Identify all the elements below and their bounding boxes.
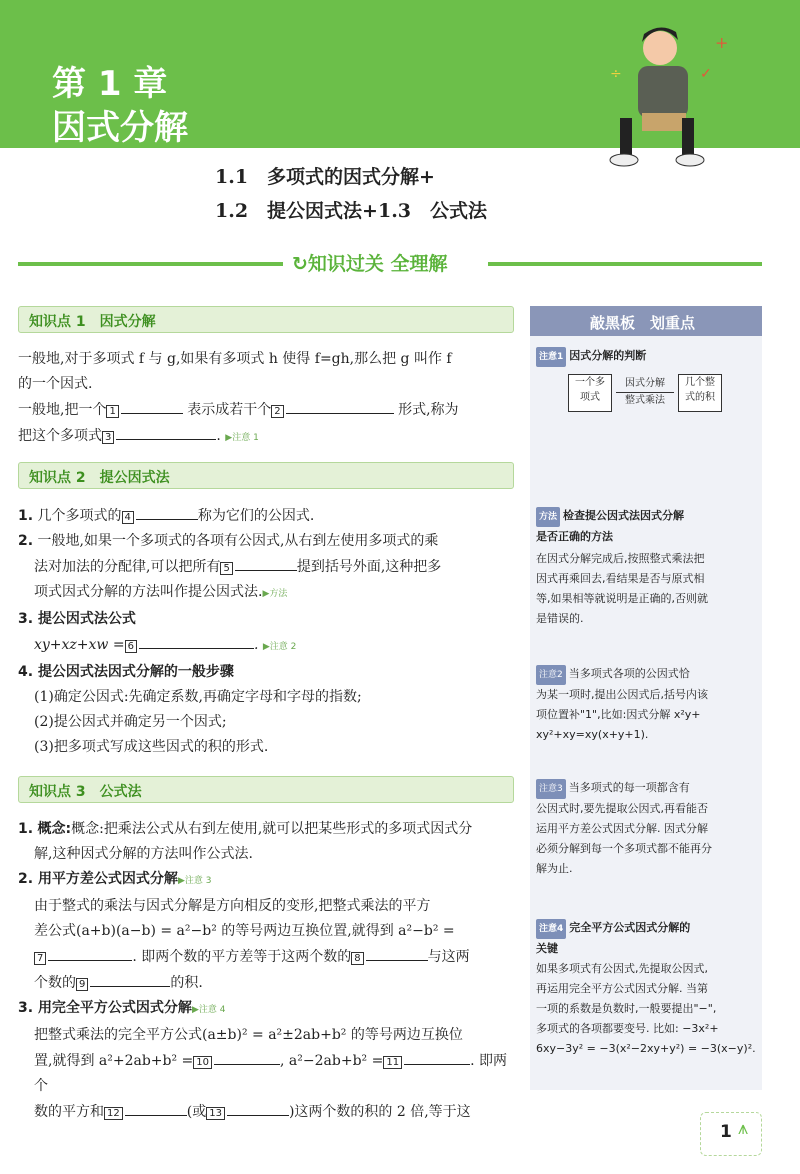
section-title-1-1: 1.1 多项式的因式分解+ bbox=[215, 166, 435, 188]
note-reference: ▶方法 bbox=[262, 589, 288, 599]
note-reference: ▶注意 3 bbox=[177, 876, 212, 886]
svg-text:+: + bbox=[715, 33, 729, 52]
answer-blank[interactable] bbox=[286, 397, 394, 414]
knowledge-point-1-header: 知识点 1 因式分解 bbox=[18, 306, 514, 333]
compass-icon: ⩚ bbox=[738, 1118, 749, 1139]
answer-blank[interactable] bbox=[48, 944, 132, 961]
side-note-4: 注意4 完全平方公式因式分解的 关键 如果多项式有公因式,先提取公因式, 再运用完全平方公式因式分解. 当第 一项的系数是负数时,一般要提出"−", 多项式的各项都要变号. 比如: −3x²+ 6xy−3y² = −3(x²−2xy+y²) = −3(x−y)². bbox=[536, 921, 756, 1055]
answer-blank[interactable] bbox=[125, 1099, 187, 1116]
chapter-title: 因式分解 bbox=[52, 108, 188, 148]
side-note-2: 注意2 当多项式各项的公因式恰 为某一项时,提出公因式后,括号内该 项位置补"1",比如:因式分解 x²y+ xy²+xy=xy(x+y+1). bbox=[536, 667, 708, 741]
student-illustration bbox=[590, 18, 750, 168]
blank-number: 8 bbox=[351, 952, 363, 965]
chapter-number: 第 1 章 bbox=[52, 64, 168, 104]
divider-right bbox=[488, 262, 762, 266]
divider-title: ↻知识过关 全理解 bbox=[292, 253, 448, 275]
kp1-line2: 一般地,把一个 1 表示成若干个 2 形式,称为 bbox=[18, 397, 516, 423]
divider-left bbox=[18, 262, 283, 266]
answer-blank[interactable] bbox=[214, 1048, 280, 1065]
answer-blank[interactable] bbox=[139, 632, 254, 649]
kp2-content: 1. 几个多项式的 4 称为它们的公因式. 2. 一般地,如果一个多项式的各项有公因式,从右到左使用多项式的乘 法对加法的分配律,可以把所有 5 提到括号外面,这种把多 项式因式分解的方法叫作提公因式法.▶方法 3. 提公因式法公式 xy+xz+xw = 6 . ▶注意 2 4. 提公因式法因式分解的一般步骤 (1)确定公因式:先确定系数,再确定字母和字母的指数; (2)提公因式并确定另一个因式; (3)把多项式写成这些因式的积的形式. bbox=[18, 503, 516, 760]
answer-blank[interactable] bbox=[116, 423, 216, 440]
sidebar-title: 敲黑板 划重点 bbox=[590, 314, 696, 332]
svg-text:✓: ✓ bbox=[700, 66, 712, 82]
answer-blank[interactable] bbox=[136, 503, 198, 520]
conversion-arrows: 因式分解 整式乘法 bbox=[616, 376, 674, 409]
knowledge-point-3-header: 知识点 3 公式法 bbox=[18, 776, 514, 803]
note-reference: ▶注意 2 bbox=[262, 642, 297, 652]
answer-blank[interactable] bbox=[90, 970, 170, 987]
answer-blank[interactable] bbox=[235, 554, 297, 571]
note-reference: ▶注意 1 bbox=[225, 433, 259, 443]
blank-number: 3 bbox=[102, 431, 114, 444]
blank-number: 7 bbox=[34, 952, 46, 965]
product-box: 几个整 式的积 bbox=[678, 374, 722, 412]
kp1-definition: 一般地,对于多项式 f 与 g,如果有多项式 h 使得 f=gh,那么把 g 叫作 f 的一个因式. 一般地,把一个 1 表示成若干个 2 形式,称为 把这个多项式 3 . ▶注意 1 bbox=[18, 347, 516, 451]
refresh-icon: ↻ bbox=[292, 253, 308, 275]
blank-number: 11 bbox=[383, 1056, 402, 1069]
blank-number: 1 bbox=[106, 405, 118, 418]
side-method-text: 在因式分解完成后,按照整式乘法把 因式再乘回去,看结果是否与原式相 等,如果相等就说明是正确的,否则就 是错误的. bbox=[536, 552, 708, 625]
blank-number: 2 bbox=[271, 405, 283, 418]
answer-blank[interactable] bbox=[227, 1099, 289, 1116]
answer-blank[interactable] bbox=[366, 944, 428, 961]
blank-number: 12 bbox=[104, 1107, 123, 1120]
section-title-1-2-1-3: 1.2 提公因式法+1.3 公式法 bbox=[215, 200, 488, 222]
side-method-title: 方法 检查提公因式法因式分解 是否正确的方法 bbox=[536, 509, 685, 543]
svg-text:÷: ÷ bbox=[610, 66, 622, 82]
blank-number: 6 bbox=[125, 640, 137, 653]
blank-number: 5 bbox=[220, 562, 232, 575]
chapter-heading bbox=[52, 62, 188, 150]
blank-number: 10 bbox=[193, 1056, 212, 1069]
note-reference: ▶注意 4 bbox=[191, 1005, 226, 1015]
side-note-1-title: 注意1 因式分解的判断 bbox=[536, 346, 758, 367]
kp3-content: 1. 概念:概念:把乘法公式从右到左使用,就可以把某些形式的多项式因式分 解,这种因式分解的方法叫作公式法. 2. 用平方差公式因式分解▶注意 3 由于整式的乘法与因式分解是方向相反的变形,把整式乘法的平方 差公式(a+b)(a−b) = a²−b² 的等号两边互换位置,就得到 a²−b² = 7 . 即两个数的平方差等于这两个数的 8 与这两 个数的 9 的积. 3. 用完全平方公式因式分解▶注意 4 把整式乘法的完全平方公式(a±b)² = a²±2ab+b² 的等号两边互换位 置,就得到 a²+2ab+b² = 10 , a²−2ab+b² = 11 . 即两个 数的平方和 12 (或 13 )这两个数的积的 2 倍,等于这 bbox=[18, 821, 507, 1120]
blank-number: 4 bbox=[122, 511, 134, 524]
answer-blank[interactable] bbox=[121, 397, 183, 414]
answer-blank[interactable] bbox=[404, 1048, 470, 1065]
page-number: 1 bbox=[720, 1122, 732, 1142]
kp1-line3: 把这个多项式 3 . ▶注意 1 bbox=[18, 423, 516, 451]
side-note-3: 注意3 当多项式的每一项都含有 公因式时,要先提取公因式,再看能否 运用平方差公式因式分解. 因式分解 必须分解到每一个多项式都不能再分 解为止. bbox=[536, 781, 712, 875]
blank-number: 9 bbox=[76, 978, 88, 991]
polynomial-box: 一个多 项式 bbox=[568, 374, 612, 412]
knowledge-point-2-header: 知识点 2 提公因式法 bbox=[18, 462, 514, 489]
blank-number: 13 bbox=[206, 1107, 225, 1120]
